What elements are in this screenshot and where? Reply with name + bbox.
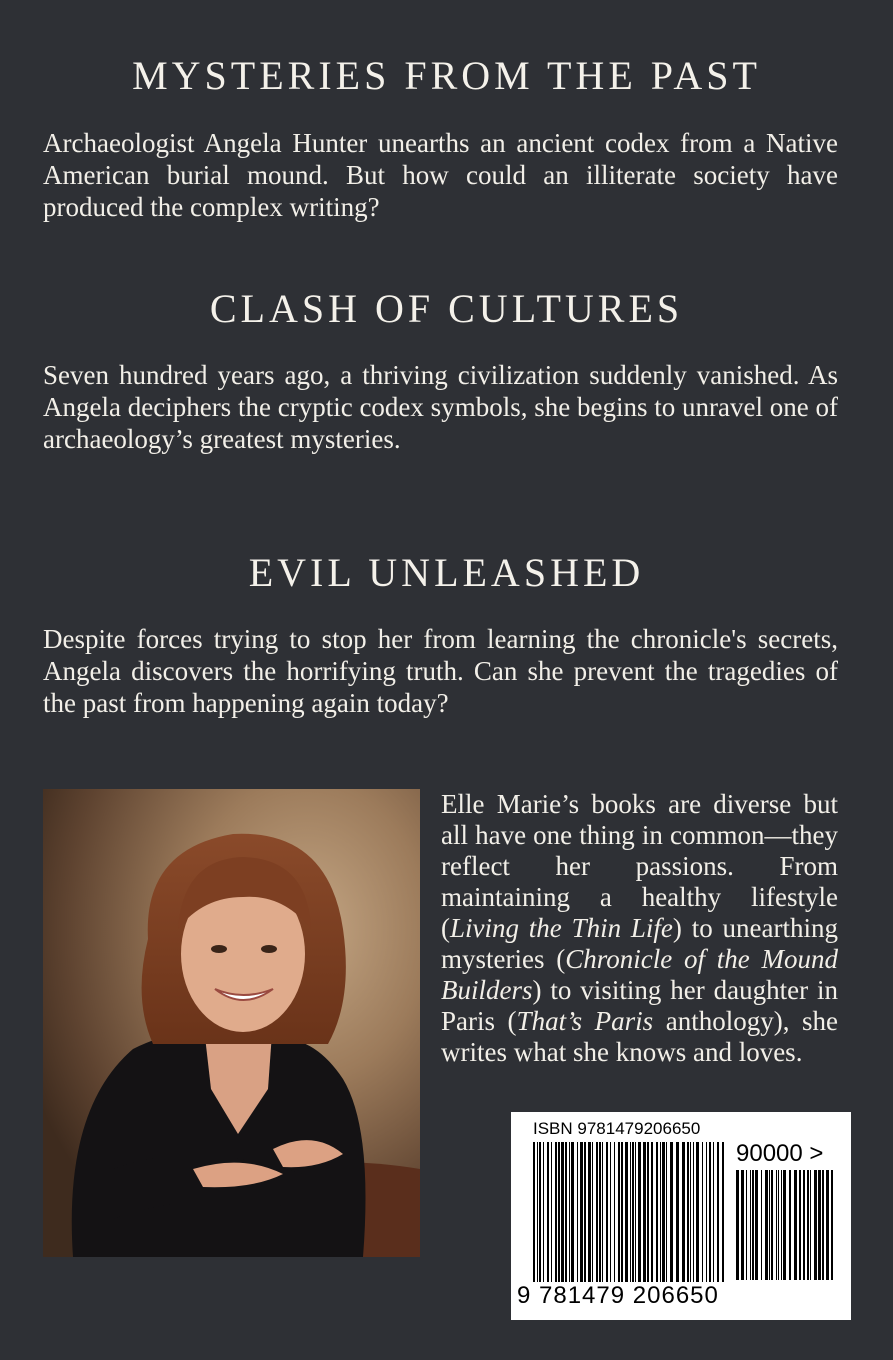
barcode-bar xyxy=(551,1142,552,1282)
barcode-bar xyxy=(539,1142,541,1282)
barcode-bar xyxy=(789,1170,791,1280)
barcode-bar xyxy=(682,1142,685,1282)
barcode-bar xyxy=(555,1142,557,1282)
barcode-bar xyxy=(693,1142,694,1282)
barcode-bar xyxy=(577,1142,578,1282)
barcode-bar xyxy=(818,1170,821,1280)
barcode-bar xyxy=(635,1142,636,1282)
barcode-bar xyxy=(781,1170,782,1280)
barcode-bars xyxy=(533,1142,729,1282)
barcode-bar xyxy=(656,1142,658,1282)
barcode-bar xyxy=(765,1170,768,1280)
barcode-bar xyxy=(752,1170,754,1280)
barcode-bar xyxy=(676,1142,679,1282)
barcode-bar xyxy=(750,1170,751,1280)
barcode-bar xyxy=(543,1142,544,1282)
isbn-label: ISBN 9781479206650 xyxy=(533,1119,701,1138)
barcode-bar xyxy=(794,1170,797,1280)
barcode-bar xyxy=(632,1142,634,1282)
book-title-living-thin-life: Living the Thin Life xyxy=(450,913,673,943)
barcode-bar xyxy=(592,1142,593,1282)
barcode-bar xyxy=(599,1142,601,1282)
bio-text-2: ) to unearthing mysteries ( xyxy=(441,913,838,974)
bio-text-4: anthology), she writes what she knows and loves. xyxy=(441,1006,838,1067)
barcode-bar xyxy=(596,1142,598,1282)
barcode-bar xyxy=(803,1170,805,1280)
barcode-bar xyxy=(565,1142,567,1282)
barcode-bar xyxy=(670,1142,673,1282)
barcode-bar xyxy=(606,1142,608,1282)
barcode-bar xyxy=(741,1170,744,1280)
barcode-bar xyxy=(580,1142,583,1282)
barcode-bar xyxy=(696,1142,699,1282)
section-text-mysteries: Archaeologist Angela Hunter unearths an ancient codex from a Native American burial mound. But how could an illiterate society have produced the complex writing? xyxy=(43,128,838,222)
bio-text-3: ) to visiting her daughter in Paris ( xyxy=(441,975,838,1036)
barcode-bar xyxy=(610,1142,611,1282)
section-heading-mysteries: MYSTERIES FROM THE PAST xyxy=(132,53,761,98)
section-text-clash: Seven hundred years ago, a thriving civilization suddenly vanished. As Angela deciphers the cryptic codex symbols, she begins to unravel one of archaeology’s greatest mysteries. xyxy=(43,360,838,454)
barcode-bar xyxy=(778,1170,779,1280)
barcode-bar xyxy=(571,1142,574,1282)
barcode-bar xyxy=(533,1142,535,1282)
book-title-thats-paris: That’s Paris xyxy=(516,1006,654,1036)
barcode-bar xyxy=(602,1142,603,1282)
barcode-bar xyxy=(746,1170,747,1280)
barcode-bar xyxy=(638,1142,641,1282)
barcode-bar xyxy=(561,1142,564,1282)
barcode-bar xyxy=(651,1142,653,1282)
barcode-bar xyxy=(755,1170,758,1280)
barcode-addon-bars xyxy=(736,1170,836,1280)
barcode-bar xyxy=(776,1170,777,1280)
barcode-bar xyxy=(662,1142,665,1282)
barcode-bar xyxy=(831,1170,833,1280)
book-title-chronicle-mound-builders: Chronicle of the Mound Builders xyxy=(441,944,838,1005)
barcode-bar xyxy=(810,1170,811,1280)
barcode-bar xyxy=(666,1142,667,1282)
barcode-bar xyxy=(588,1142,591,1282)
barcode-bar xyxy=(702,1142,703,1282)
barcode-bar xyxy=(537,1142,538,1282)
barcode-bar xyxy=(761,1170,762,1280)
barcode-bar xyxy=(807,1170,809,1280)
isbn-barcode xyxy=(511,1112,851,1320)
barcode-bar xyxy=(826,1170,829,1280)
section-heading-evil: EVIL UNLEASHED xyxy=(248,550,645,595)
price-code: 90000 > xyxy=(736,1140,824,1167)
barcode-bar xyxy=(713,1142,714,1282)
barcode-bar xyxy=(722,1142,724,1282)
barcode-bar xyxy=(558,1142,560,1282)
barcode-bar xyxy=(687,1142,689,1282)
author-photo xyxy=(43,789,420,1257)
barcode-bar xyxy=(822,1170,824,1280)
barcode-bar xyxy=(736,1170,739,1280)
barcode-bar xyxy=(799,1170,801,1280)
bio-text-1: Elle Marie’s books are diverse but all have one thing in common—they reflect her passions. From maintaining a healthy lifestyle ( xyxy=(441,789,838,943)
barcode-bar xyxy=(769,1170,770,1280)
barcode-bar xyxy=(706,1142,707,1282)
barcode-bar xyxy=(771,1170,773,1280)
barcode-bar xyxy=(625,1142,628,1282)
barcode-bar xyxy=(814,1170,817,1280)
section-heading-clash: CLASH OF CULTURES xyxy=(209,286,684,331)
isbn-digits: 9 781479 206650 xyxy=(517,1282,719,1309)
barcode-bar xyxy=(690,1142,691,1282)
barcode-bar xyxy=(614,1142,615,1282)
barcode-bar xyxy=(630,1142,631,1282)
barcode-bar xyxy=(709,1142,711,1282)
barcode-bar xyxy=(618,1142,620,1282)
barcode-bar xyxy=(569,1142,570,1282)
barcode-bar xyxy=(660,1142,661,1282)
barcode-bar xyxy=(643,1142,646,1282)
barcode-bar xyxy=(547,1142,549,1282)
barcode-bar xyxy=(621,1142,623,1282)
barcode-bar xyxy=(584,1142,586,1282)
barcode-bar xyxy=(717,1142,719,1282)
barcode-bar xyxy=(647,1142,649,1282)
author-bio xyxy=(441,789,838,1068)
barcode-bar xyxy=(783,1170,786,1280)
section-text-evil: Despite forces trying to stop her from learning the chronicle's secrets, Angela discovers the horrifying truth. Can she prevent the tragedies of the past from happening again today? xyxy=(43,624,838,718)
